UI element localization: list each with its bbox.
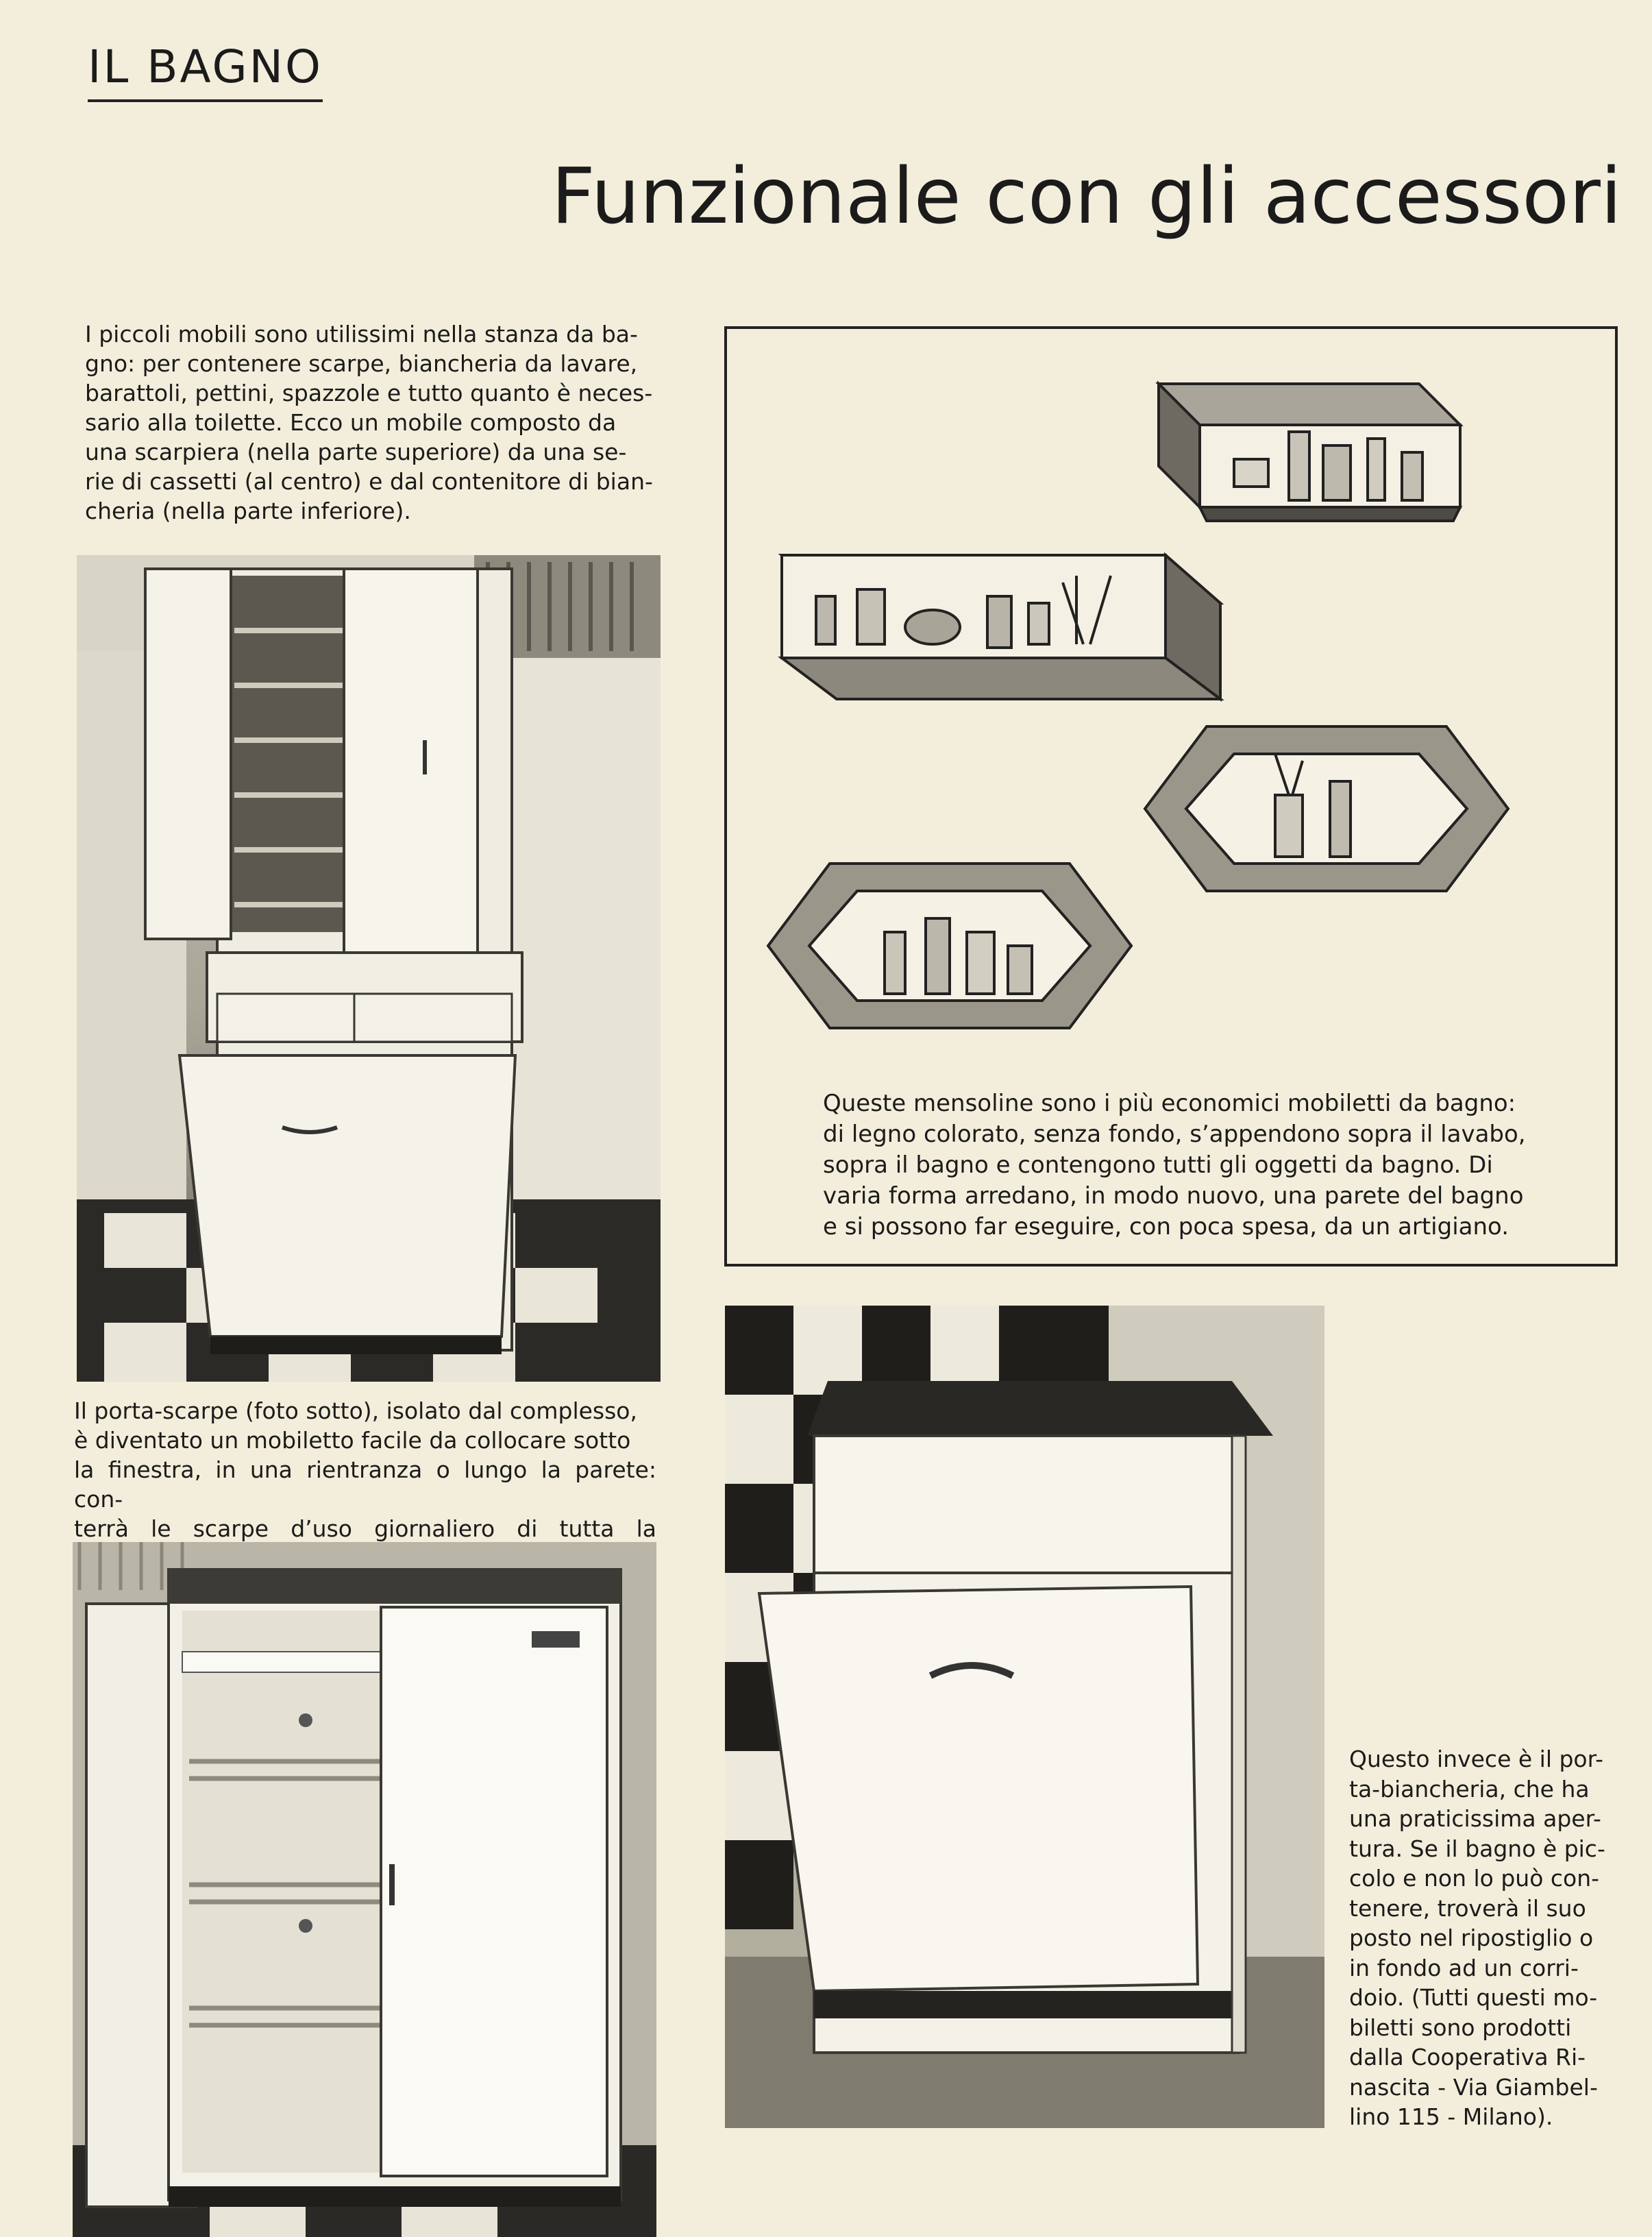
shoe-caption-line: terrà le scarpe d’uso giornaliero di tutta la [74, 1515, 656, 1542]
intro-paragraph [85, 319, 666, 526]
shoe-caption-line: è diventato un mobiletto facile da collocare sotto [74, 1427, 631, 1454]
intro-line: rie di cassetti (al centro) e dal contenitore di bian- [85, 468, 653, 495]
photo-shoe-rack [73, 1542, 656, 2237]
linen-caption-line: tenere, troverà il suo [1349, 1894, 1586, 1922]
linen-caption-line: ta-biancheria, che ha [1349, 1775, 1590, 1802]
shoe-rack-illustration [73, 1542, 656, 2237]
photo-linen-hamper [725, 1306, 1324, 2128]
linen-caption-line: colo e non lo può con- [1349, 1865, 1600, 1892]
shelf-rect-left [782, 555, 1220, 699]
shoe-caption-line: la finestra, in una rientranza o lungo la parete: con- [74, 1456, 656, 1513]
shelf-hex-left [768, 864, 1131, 1028]
linen-hamper-illustration [725, 1306, 1324, 2128]
shelves-caption-line: Queste mensoline sono i più economici mobiletti da bagno: [823, 1090, 1516, 1117]
intro-line: barattoli, pettini, spazzole e tutto quanto è neces- [85, 380, 653, 406]
intro-line: cheria (nella parte inferiore). [85, 498, 411, 524]
intro-line: gno: per contenere scarpe, biancheria da lavare, [85, 350, 638, 377]
photo-combined-cabinet [77, 555, 661, 1382]
linen-caption-line: biletti sono prodotti [1349, 2014, 1572, 2041]
shelves-caption-line: e si possono far eseguire, con poca spesa, da un artigiano. [823, 1213, 1509, 1240]
shelves-illustration-box [724, 326, 1618, 1267]
shelf-hex-right [1145, 726, 1508, 891]
linen-caption-line: Questo invece è il por- [1349, 1746, 1603, 1772]
shelves-caption-line: sopra il bagno e contengono tutti gli oggetti da bagno. Di [823, 1151, 1493, 1179]
intro-line: sario alla toilette. Ecco un mobile composto da [85, 409, 617, 436]
intro-line: una scarpiera (nella parte superiore) da una se- [85, 439, 627, 465]
linen-caption-line: nascita - Via Giambel- [1349, 2073, 1598, 2101]
linen-caption-line: posto nel ripostiglio o [1349, 1924, 1594, 1951]
linen-caption-line: tura. Se il bagno è pic- [1349, 1835, 1605, 1862]
section-label: IL BAGNO [88, 42, 323, 102]
linen-caption-line: una praticissima aper- [1349, 1805, 1601, 1832]
shelves-caption-line: di legno colorato, senza fondo, s’appendono sopra il lavabo, [823, 1121, 1526, 1148]
page-headline: Funzionale con gli accessori [551, 152, 1622, 241]
linen-caption-line: dalla Cooperativa Ri- [1349, 2044, 1586, 2070]
linen-caption-line: doio. (Tutti questi mo- [1349, 1984, 1598, 2011]
linen-caption-line: in fondo ad un corri- [1349, 1954, 1579, 1981]
combined-cabinet-illustration [77, 555, 661, 1382]
shoe-caption-line: Il porta-scarpe (foto sotto), isolato dal complesso, [74, 1397, 637, 1424]
shelves-caption-line: varia forma arredano, in modo nuovo, una parete del bagno [823, 1182, 1524, 1210]
intro-line: I piccoli mobili sono utilissimi nella stanza da ba- [85, 321, 638, 347]
linen-hamper-caption [1349, 1744, 1610, 2132]
shelves-caption [823, 1088, 1590, 1243]
linen-caption-line: lino 115 - Milano). [1349, 2103, 1553, 2130]
shelf-rect-top [1159, 384, 1460, 521]
